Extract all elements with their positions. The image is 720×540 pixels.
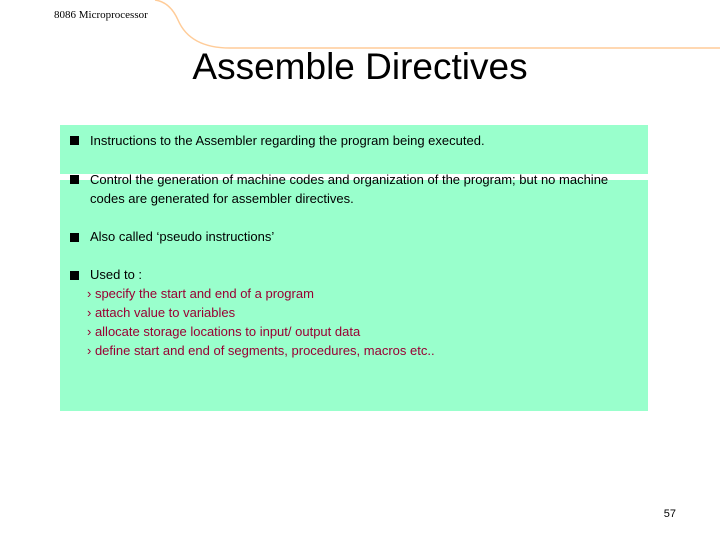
bullet-marker xyxy=(70,233,79,242)
bullet-item-1: Instructions to the Assembler regarding the program being executed. xyxy=(90,133,485,148)
bullet-marker xyxy=(70,175,79,184)
sub-item-attach-value: › attach value to variables xyxy=(87,305,236,320)
bullet-marker xyxy=(70,271,79,280)
bullet-marker xyxy=(70,136,79,145)
sub-item-start-end: › specify the start and end of a program xyxy=(87,286,314,301)
bullet-item-3: Also called ‘pseudo instructions’ xyxy=(90,229,275,244)
bullet-item-2: Control the generation of machine codes and organization of the program; but no machine codes are generated for assembler directives. xyxy=(90,172,609,206)
slide-title: Assemble Directives xyxy=(192,46,528,87)
page-number: 57 xyxy=(663,508,676,520)
bullet-item-4: Used to : xyxy=(90,267,143,282)
sub-item-allocate-storage: › allocate storage locations to input/ output data xyxy=(87,324,361,339)
sub-item-define-segments: › define start and end of segments, procedures, macros etc.. xyxy=(87,343,435,358)
header-label: 8086 Microprocessor xyxy=(54,9,148,21)
